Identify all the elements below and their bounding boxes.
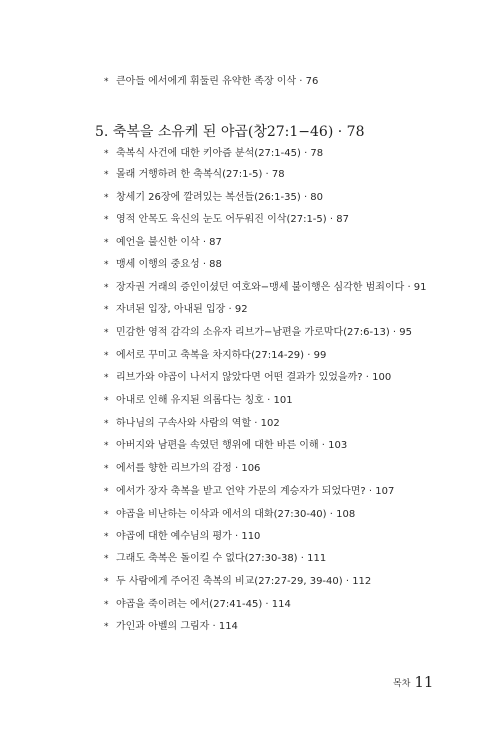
bullet-marker: * — [104, 77, 109, 87]
toc-entry-text: 하나님의 구속사와 사람의 역할 · 102 — [116, 418, 280, 429]
toc-entry — [104, 192, 323, 204]
toc-entry — [104, 282, 427, 294]
toc-entry — [104, 259, 222, 271]
toc-entry-text: 가인과 아벨의 그림자 · 114 — [116, 621, 238, 632]
toc-entry — [104, 418, 280, 430]
bullet-marker: * — [104, 328, 109, 338]
footer-label: 목차 — [393, 679, 411, 689]
toc-entry — [104, 214, 349, 226]
toc-entry — [104, 148, 323, 160]
toc-entry-text: 리브가와 야곱이 나서지 않았다면 어떤 결과가 있었을까? · 100 — [116, 372, 392, 383]
bullet-marker: * — [104, 215, 109, 225]
chapter-heading: 5. 축복을 소유케 된 야곱(창27:1−46) · 78 — [95, 124, 365, 140]
toc-entry-text: 창세기 26장에 깔려있는 복선들(26:1-35) · 80 — [116, 192, 324, 203]
toc-entry-text: 야곱을 죽이려는 에서(27:41-45) · 114 — [116, 599, 291, 610]
toc-entry — [104, 395, 293, 407]
bullet-marker: * — [104, 396, 109, 406]
toc-entry-text: 두 사람에게 주어진 축복의 비교(27:27-29, 39-40) · 112 — [116, 576, 372, 587]
toc-entry-text: 영적 안목도 육신의 눈도 어두워진 이삭(27:1-5) · 87 — [116, 214, 349, 225]
toc-entry — [104, 237, 222, 249]
bullet-marker: * — [104, 260, 109, 270]
bullet-marker: * — [104, 622, 109, 632]
toc-entry — [104, 621, 238, 633]
toc-entry-text: 예언을 불신한 이삭 · 87 — [116, 237, 222, 248]
bullet-marker: * — [104, 441, 109, 451]
toc-entry-text: 자녀된 입장, 아내된 입장 · 92 — [116, 304, 248, 315]
toc-entry-text: 야곱을 비난하는 이삭과 에서의 대화(27:30-40) · 108 — [116, 509, 356, 520]
bullet-marker: * — [104, 554, 109, 564]
bullet-marker: * — [104, 170, 109, 180]
bullet-marker: * — [104, 532, 109, 542]
bullet-marker: * — [104, 305, 109, 315]
bullet-marker: * — [104, 351, 109, 361]
toc-entry-text: 야곱에 대한 예수님의 평가 · 110 — [116, 531, 261, 542]
toc-entry-prev — [104, 76, 318, 88]
toc-entry — [104, 463, 260, 475]
bullet-marker: * — [104, 238, 109, 248]
toc-entry — [104, 169, 285, 181]
bullet-marker: * — [104, 577, 109, 587]
toc-entry — [104, 486, 394, 498]
toc-entry — [104, 531, 260, 543]
bullet-marker: * — [104, 283, 109, 293]
toc-entry-text: 몰래 거행하려 한 축복식(27:1-5) · 78 — [116, 169, 285, 180]
toc-entry — [104, 553, 326, 565]
toc-entry-text: 맹세 이행의 중요성 · 88 — [116, 259, 222, 270]
bullet-marker: * — [104, 149, 109, 159]
toc-entry — [104, 372, 391, 384]
bullet-marker: * — [104, 510, 109, 520]
toc-entry — [104, 576, 371, 588]
toc-entry — [104, 440, 347, 452]
bullet-marker: * — [104, 464, 109, 474]
toc-entry-text: 큰아들 에서에게 휘둘린 유약한 족장 이삭 · 76 — [116, 76, 319, 87]
page-number: 11 — [414, 673, 434, 691]
toc-entry-text: 에서를 향한 리브가의 감정 · 106 — [116, 463, 261, 474]
toc-entry-text: 에서로 꾸미고 축복을 차지하다(27:14-29) · 99 — [116, 350, 327, 361]
toc-entry-text: 아내로 인해 유지된 의롭다는 칭호 · 101 — [116, 395, 293, 406]
toc-entry-text: 민감한 영적 감각의 소유자 리브가−남편을 가로막다(27:6-13) · 95 — [116, 327, 412, 338]
bullet-marker: * — [104, 193, 109, 203]
bullet-marker: * — [104, 373, 109, 383]
toc-entry — [104, 304, 248, 316]
bullet-marker: * — [104, 419, 109, 429]
toc-entry — [104, 350, 326, 362]
page-footer — [393, 672, 433, 691]
bullet-marker: * — [104, 487, 109, 497]
toc-entry — [104, 327, 412, 339]
toc-entry-text: 축복식 사건에 대한 키아즘 분석(27:1-45) · 78 — [116, 148, 324, 159]
bullet-marker: * — [104, 600, 109, 610]
toc-entry-text: 에서가 장자 축복을 받고 언약 가문의 계승자가 되었다면? · 107 — [116, 486, 395, 497]
toc-entry-text: 아버지와 남편을 속였던 행위에 대한 바른 이해 · 103 — [116, 440, 348, 451]
toc-entry-text: 그래도 축복은 돌이킬 수 없다(27:30-38) · 111 — [116, 553, 327, 564]
toc-entry-text: 장자권 거래의 증인이셨던 여호와−맹세 불이행은 심각한 범죄이다 · 91 — [116, 282, 427, 293]
toc-entry — [104, 599, 291, 611]
toc-entry — [104, 509, 355, 521]
